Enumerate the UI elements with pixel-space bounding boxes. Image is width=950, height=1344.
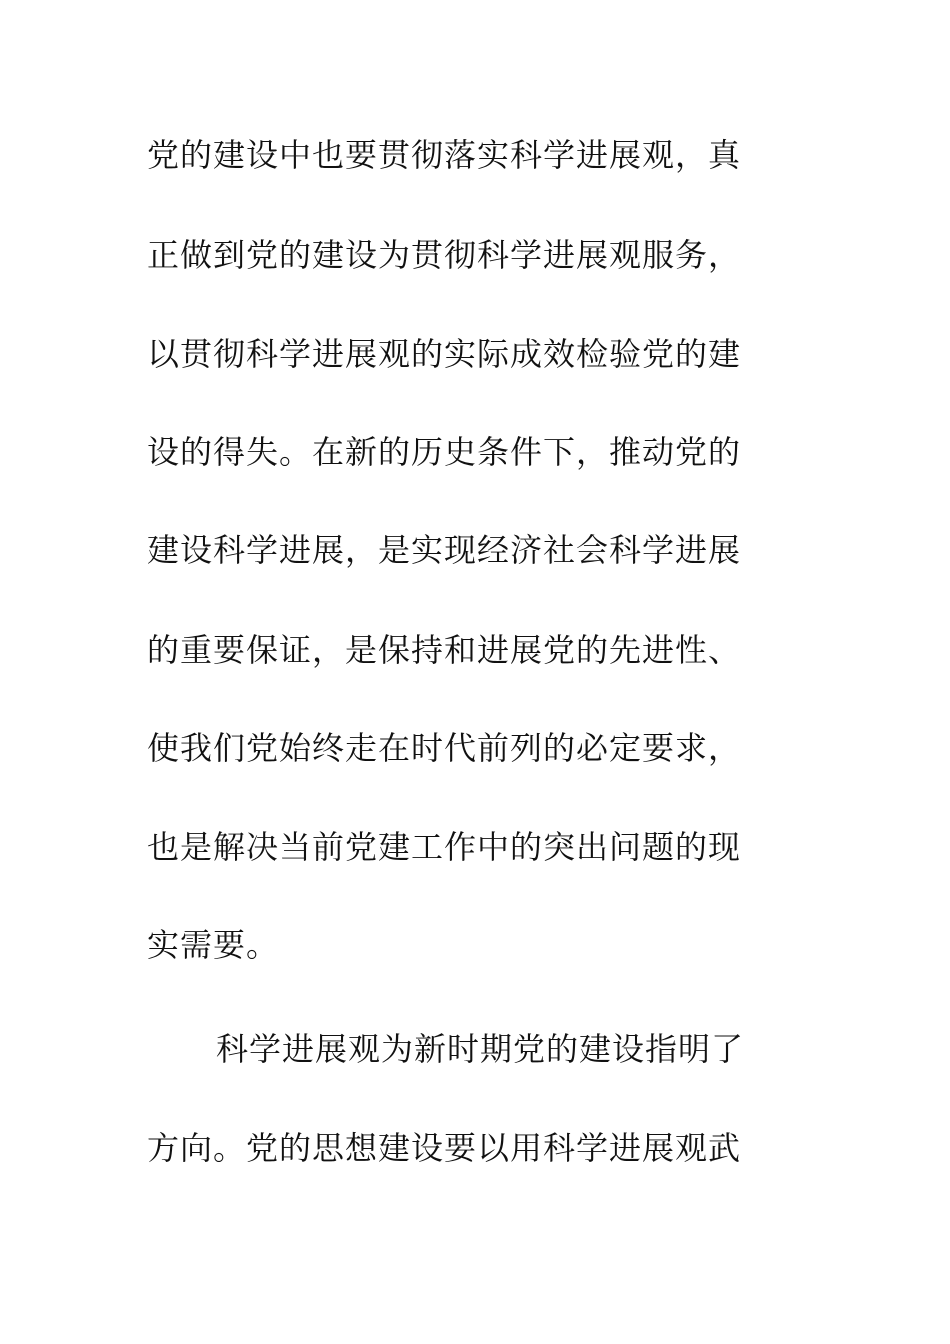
text-line-5: 建设科学进展，是实现经济社会科学进展 [147, 531, 742, 569]
text-line-3: 以贯彻科学进展观的实际成效检验党的建 [147, 335, 742, 373]
text-line-1: 党的建设中也要贯彻落实科学进展观，真 [147, 136, 742, 174]
text-line-2: 正做到党的建设为贯彻科学进展观服务， [147, 236, 742, 274]
text-line-8: 也是解决当前党建工作中的突出问题的现 [147, 828, 742, 866]
text-line-6: 的重要保证，是保持和进展党的先进性、 [147, 631, 742, 669]
paragraph-2-first-line: 科学进展观为新时期党的建设指明了 [216, 1030, 745, 1068]
text-line-11: 方向。党的思想建设要以用科学进展观武 [147, 1129, 742, 1167]
text-line-9: 实需要。 [147, 926, 280, 964]
text-line-4: 设的得失。在新的历史条件下，推动党的 [147, 433, 742, 471]
text-line-7: 使我们党始终走在时代前列的必定要求， [147, 729, 742, 767]
